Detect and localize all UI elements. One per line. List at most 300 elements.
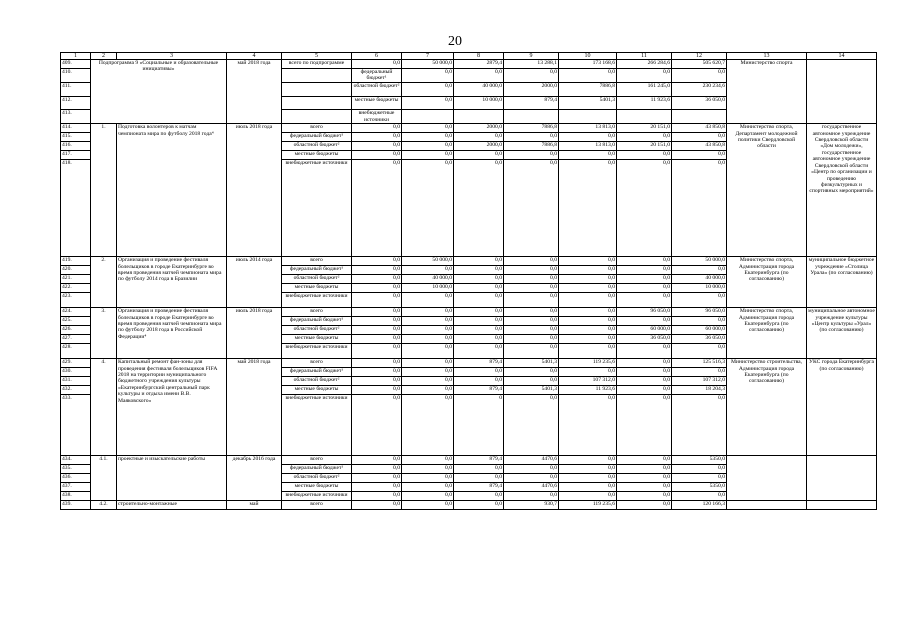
value-2013: 0,0 (352, 492, 402, 501)
table-row (61, 308, 877, 317)
row-number: 422. (61, 284, 91, 293)
value-total: 120 166,3 (672, 501, 727, 510)
funding-source: областной бюджет² (282, 275, 352, 284)
funding-source: местные бюджеты (282, 284, 352, 293)
value-2017: 0,0 (559, 160, 617, 257)
value-2018: 0,0 (617, 395, 672, 456)
value-2015: 0,0 (454, 317, 504, 326)
value-2015: 879,4 (454, 483, 504, 492)
value-2016: 0,0 (504, 266, 559, 275)
value-total: 5350,0 (672, 456, 727, 465)
table-row (61, 359, 877, 368)
row-number: 417. (61, 151, 91, 160)
participant: государственное автономное учреждение Свердловской области «Дом молодежи», государственное автономное учреждение Свердловской области «Центр по организации и проведению физкультурных и спортивных мероприятий» (807, 124, 877, 257)
value-2016: 0,0 (504, 465, 559, 474)
row-number: 416. (61, 142, 91, 151)
row-number: 433. (61, 395, 91, 456)
value-total: 0,0 (672, 266, 727, 275)
col-number: 10 (559, 53, 617, 60)
responsible-executor: Министерство спорта (727, 60, 807, 124)
value-2013: 0,0 (352, 257, 402, 266)
value-2014: 0,0 (402, 344, 454, 359)
value-2015: 0,0 (454, 266, 504, 275)
row-number: 436. (61, 474, 91, 483)
col-number: 12 (672, 53, 727, 60)
value-2018: 96 050,0 (617, 308, 672, 317)
row-number: 415. (61, 133, 91, 142)
value-2017: 0,0 (559, 293, 617, 308)
value-2015: 0,0 (454, 151, 504, 160)
value-2017 (617, 110, 672, 124)
value-2016: 0,0 (504, 395, 559, 456)
responsible-executor: Министерство спорта, Администрация города Екатеринбурга (по согласованию) (727, 308, 807, 359)
activity-name (282, 69, 352, 83)
value-2014: 0,0 (402, 293, 454, 308)
value-2017: 0,0 (559, 317, 617, 326)
value-2013: 0,0 (352, 317, 402, 326)
value-2018: 0,0 (617, 151, 672, 160)
value-2017: 0,0 (559, 133, 617, 142)
value-2016: 13 288,1 (504, 60, 559, 69)
value-2013: 0,0 (352, 266, 402, 275)
value-2015: 0,0 (454, 275, 504, 284)
value-2013: 0,0 (402, 69, 454, 83)
value-2013: 0,0 (352, 151, 402, 160)
value-2015: 0,0 (454, 284, 504, 293)
item-number: 1. (91, 124, 117, 257)
value-total: 505 620,7 (672, 60, 727, 69)
value-total: 40 000,0 (672, 275, 727, 284)
value-2016: 4470,6 (504, 456, 559, 465)
value-2014: 0,0 (402, 395, 454, 456)
value-2016: 0,0 (504, 474, 559, 483)
col-number: 4 (227, 53, 282, 60)
item-number: 4. (91, 359, 117, 456)
value-2014: 0,0 (402, 124, 454, 133)
table-row (61, 257, 877, 266)
activity-name (282, 96, 352, 110)
value-2018: 0,0 (617, 368, 672, 377)
funding-source: всего (282, 124, 352, 133)
activity-name: Организация и проведение фестиваля болельщиков в городе Екатеринбурге во время проведения матчей чемпионата мира по футболу 2018 года в Российской Федерации⁴ (117, 308, 227, 359)
value-2017: 0,0 (559, 275, 617, 284)
value-2013: 0,0 (402, 96, 454, 110)
value-2016: 7886,8 (504, 124, 559, 133)
value-2017: 0,0 (559, 257, 617, 266)
value-2015: 2000,0 (504, 82, 559, 96)
value-2017: 0,0 (559, 326, 617, 335)
value-2016: 0,0 (504, 257, 559, 266)
value-total: 125 516,3 (672, 359, 727, 368)
funding-source: местные бюджеты (282, 335, 352, 344)
value-2017: 0,0 (559, 492, 617, 501)
value-2017: 0,0 (559, 395, 617, 456)
value-2018: 0,0 (617, 284, 672, 293)
activity-name: Организация и проведение фестиваля болельщиков в городе Екатеринбурге во время проведения матчей чемпионата мира по футболу 2014 года в Бразилии (117, 257, 227, 308)
value-2016: 0,0 (504, 160, 559, 257)
row-number: 437. (61, 483, 91, 492)
value-2017: 11 923,6 (559, 386, 617, 395)
activity-name: Подготовка волонтеров к матчам чемпионата мира по футболу 2018 года⁴ (117, 124, 227, 257)
col-number: 6 (352, 53, 402, 60)
value-2013: 0,0 (352, 456, 402, 465)
value-total: 60 000,0 (672, 326, 727, 335)
value-2016: 0,0 (559, 69, 617, 83)
funding-source: местные бюджеты (282, 386, 352, 395)
row-number: 435. (61, 465, 91, 474)
participant: муниципальное бюджетное учреждение «Столица Урала» (по согласованию) (807, 257, 877, 308)
col-number: 14 (807, 53, 877, 60)
value-2014: 0,0 (454, 69, 504, 83)
value-2018: 0,0 (617, 465, 672, 474)
value-2016: 0,0 (504, 492, 559, 501)
value-2017: 11 923,6 (617, 96, 672, 110)
funding-source: внебюджетные источники (282, 395, 352, 456)
value-2015: 879,4 (454, 359, 504, 368)
value-2018: 0,0 (617, 492, 672, 501)
value-2015: 879,4 (454, 456, 504, 465)
value-2013: 0,0 (352, 284, 402, 293)
funding-source: местные бюджеты (282, 151, 352, 160)
value-2017: 0,0 (559, 344, 617, 359)
value-total: 18 204,3 (672, 386, 727, 395)
value-2018: 0,0 (617, 275, 672, 284)
value-2013: 0,0 (352, 293, 402, 308)
row-number: 428. (61, 344, 91, 359)
activity-name: проектные и изыскательские работы (117, 456, 227, 501)
value-2018: 230 234,6 (672, 82, 727, 96)
value-2014: 0,0 (402, 501, 454, 510)
row-number: 429. (61, 359, 91, 368)
value-2017: 0,0 (559, 465, 617, 474)
value-2015: 2000,0 (454, 142, 504, 151)
row-number: 414. (61, 124, 91, 133)
funding-source: федеральный бюджет¹ (282, 368, 352, 377)
col-number: 13 (727, 53, 807, 60)
row-number: 413. (61, 110, 91, 124)
value-2014: 0,0 (402, 474, 454, 483)
value-2015: 0,0 (454, 474, 504, 483)
value-2014: 0,0 (402, 308, 454, 317)
value-2015: 0,0 (454, 377, 504, 386)
value-2014: 50 000,0 (402, 257, 454, 266)
value-2017: 119 235,6 (559, 501, 617, 510)
value-2014: 0,0 (402, 142, 454, 151)
value-2015: 0,0 (454, 335, 504, 344)
value-total: 0,0 (672, 474, 727, 483)
funding-source: всего (282, 257, 352, 266)
value-2013: 0,0 (352, 142, 402, 151)
item-number: 2. (91, 257, 117, 308)
value-total: 0,0 (672, 368, 727, 377)
row-number: 424. (61, 308, 91, 317)
row-number: 411. (61, 82, 91, 96)
value-2018: 0,0 (617, 160, 672, 257)
value-2015: 879,4 (504, 96, 559, 110)
value-2015 (504, 110, 559, 124)
activity-name (282, 82, 352, 96)
value-2013: 0,0 (352, 160, 402, 257)
value-2016: 7886,8 (559, 82, 617, 96)
participant (807, 501, 877, 510)
value-2016: 0,0 (504, 133, 559, 142)
funding-source: федеральный бюджет¹ (282, 266, 352, 275)
value-2016: 7886,8 (504, 142, 559, 151)
value-2013: 0,0 (352, 474, 402, 483)
item-number: Подпрограмма 9 «Социальные и образовательные инициативы» (91, 60, 227, 124)
value-2015: 0,0 (454, 308, 504, 317)
value-2013: 0,0 (352, 386, 402, 395)
table-row (61, 501, 877, 510)
value-2014: 0,0 (402, 368, 454, 377)
value-2013: 0,0 (352, 483, 402, 492)
row-number: 418. (61, 160, 91, 257)
funding-source: внебюджетные источники (282, 293, 352, 308)
value-2014: 10 000,0 (402, 284, 454, 293)
funding-source: федеральный бюджет¹ (282, 465, 352, 474)
responsible-executor: Министерство спорта, Администрация города Екатеринбурга (по согласованию) (727, 257, 807, 308)
value-total: 5350,0 (672, 483, 727, 492)
value-2016: 0,0 (504, 344, 559, 359)
value-2016: 0,0 (504, 368, 559, 377)
row-number: 423. (61, 293, 91, 308)
value-2017: 0,0 (559, 284, 617, 293)
value-2016: 0,0 (504, 151, 559, 160)
value-2015: 2879,4 (454, 60, 504, 69)
value-2018: 60 000,0 (617, 326, 672, 335)
participant: УКС города Екатеринбурга (по согласованию) (807, 359, 877, 456)
value-2014: 0,0 (402, 465, 454, 474)
value-2014 (454, 110, 504, 124)
value-2014: 40 000,0 (454, 82, 504, 96)
value-2013: 0,0 (352, 368, 402, 377)
value-2016: 0,0 (504, 326, 559, 335)
value-2016: 0,0 (504, 308, 559, 317)
value-total: 0,0 (672, 293, 727, 308)
value-2016: 5401,3 (504, 359, 559, 368)
value-2017: 0,0 (559, 483, 617, 492)
value-2015: 0,0 (454, 326, 504, 335)
funding-source: всего по подпрограмме (282, 60, 352, 69)
value-total: 36 050,0 (672, 335, 727, 344)
value-2017: 0,0 (559, 456, 617, 465)
funding-source: внебюджетные источники (352, 110, 402, 124)
value-total: 0,0 (672, 492, 727, 501)
value-2013: 0,0 (352, 377, 402, 386)
funding-source: внебюджетные источники (282, 344, 352, 359)
value-2014: 0,0 (402, 492, 454, 501)
value-2018: 20 151,0 (617, 142, 672, 151)
value-2014: 10 000,0 (454, 96, 504, 110)
value-2017: 0,0 (559, 368, 617, 377)
value-total: 0,0 (672, 465, 727, 474)
value-2016: 0,0 (504, 293, 559, 308)
value-total: 0,0 (672, 133, 727, 142)
value-2017: 0,0 (559, 335, 617, 344)
column-number-row (61, 53, 877, 60)
value-2018: 0,0 (617, 257, 672, 266)
value-2017: 161 245,0 (617, 82, 672, 96)
col-number: 1 (61, 53, 91, 60)
value-total: 50 000,0 (672, 257, 727, 266)
row-number: 410. (61, 69, 91, 83)
value-2014: 0,0 (402, 317, 454, 326)
budget-table (60, 52, 877, 510)
row-number: 425. (61, 317, 91, 326)
value-2014: 0,0 (402, 483, 454, 492)
funding-source: областной бюджет² (352, 82, 402, 96)
value-2016: 5401,3 (504, 386, 559, 395)
value-total: 96 050,0 (672, 308, 727, 317)
value-2015: 0,0 (454, 293, 504, 308)
value-2018: 266 284,6 (617, 60, 672, 69)
value-2018: 36 050,0 (617, 335, 672, 344)
funding-source: областной бюджет² (282, 377, 352, 386)
table-row (61, 456, 877, 465)
deadline: май 2018 года (227, 359, 282, 456)
row-number: 421. (61, 275, 91, 284)
col-number: 2 (91, 53, 117, 60)
value-2014: 50 000,0 (402, 60, 454, 69)
funding-source: областной бюджет² (282, 474, 352, 483)
value-2015: 0,0 (454, 344, 504, 359)
value-2014: 0,0 (402, 386, 454, 395)
value-2014: 0,0 (402, 335, 454, 344)
funding-source: внебюджетные источники (282, 492, 352, 501)
deadline: май (227, 501, 282, 510)
value-2017: 0,0 (617, 69, 672, 83)
value-2014: 0,0 (402, 133, 454, 142)
value-2016: 0,0 (504, 335, 559, 344)
value-2014: 0,0 (402, 160, 454, 257)
value-2013: 0,0 (352, 344, 402, 359)
row-number: 427. (61, 335, 91, 344)
value-2018: 0,0 (617, 359, 672, 368)
funding-source: областной бюджет² (282, 326, 352, 335)
funding-source: всего (282, 308, 352, 317)
value-2018: 0,0 (617, 266, 672, 275)
value-total: 10 000,0 (672, 284, 727, 293)
funding-source: всего (282, 359, 352, 368)
value-2015: 0,0 (454, 501, 504, 510)
value-2014: 40 000,0 (402, 275, 454, 284)
activity-name: строительно-монтажные (117, 501, 227, 510)
table-row (61, 124, 877, 133)
value-2015: 0,0 (454, 492, 504, 501)
value-2018: 0,0 (617, 386, 672, 395)
value-2018: 0,0 (617, 293, 672, 308)
deadline: июль 2018 года (227, 124, 282, 257)
value-2015: 0 (454, 395, 504, 456)
col-number: 8 (454, 53, 504, 60)
item-number: 4.1. (91, 456, 117, 501)
table-body (61, 53, 877, 510)
funding-source: федеральный бюджет¹ (282, 133, 352, 142)
value-2015: 2000,0 (454, 124, 504, 133)
row-number: 438. (61, 492, 91, 501)
value-2018: 20 151,0 (617, 124, 672, 133)
value-total: 107 312,0 (672, 377, 727, 386)
value-2017: 0,0 (559, 308, 617, 317)
value-2014: 0,0 (402, 377, 454, 386)
value-2013: 0,0 (352, 395, 402, 456)
col-number: 7 (402, 53, 454, 60)
row-number: 426. (61, 326, 91, 335)
value-2014: 0,0 (402, 326, 454, 335)
value-2013: 0,0 (352, 60, 402, 69)
row-number: 432. (61, 386, 91, 395)
value-2017: 119 235,6 (559, 359, 617, 368)
value-2015: 0,0 (504, 69, 559, 83)
value-2015: 0,0 (454, 160, 504, 257)
value-2016: 0,0 (504, 275, 559, 284)
value-2018: 36 050,0 (672, 96, 727, 110)
value-2014: 0,0 (402, 266, 454, 275)
value-2013: 0,0 (402, 82, 454, 96)
value-2013: 0,0 (352, 335, 402, 344)
value-2017: 0,0 (559, 151, 617, 160)
value-2013: 0,0 (352, 359, 402, 368)
row-number: 431. (61, 377, 91, 386)
value-2013: 0,0 (352, 501, 402, 510)
row-number: 419. (61, 257, 91, 266)
funding-source: федеральный бюджет¹ (352, 69, 402, 83)
value-total: 0,0 (672, 395, 727, 456)
funding-source: всего (282, 501, 352, 510)
value-total: 43 850,8 (672, 142, 727, 151)
value-2013: 0,0 (352, 275, 402, 284)
value-2017: 107 312,0 (559, 377, 617, 386)
value-2015: 0,0 (454, 133, 504, 142)
item-number: 4.2. (91, 501, 117, 510)
page-number: 20 (448, 34, 462, 49)
value-2013: 0,0 (352, 308, 402, 317)
row-number: 409. (61, 60, 91, 69)
value-2016: 5401,3 (559, 96, 617, 110)
deadline: июль 2018 года (227, 308, 282, 359)
value-2017: 0,0 (559, 266, 617, 275)
deadline: май 2018 года (227, 60, 282, 124)
value-2017: 13 813,0 (559, 124, 617, 133)
responsible-executor: Министерство спорта, Департамент молодежной политики Свердловской области (727, 124, 807, 257)
deadline: июль 2014 года (227, 257, 282, 308)
value-2017: 13 813,0 (559, 142, 617, 151)
value-2018: 0,0 (617, 501, 672, 510)
value-2013: 0,0 (352, 465, 402, 474)
value-2015: 0,0 (454, 465, 504, 474)
value-2013: 0,0 (352, 326, 402, 335)
value-total: 43 850,8 (672, 124, 727, 133)
row-number: 412. (61, 96, 91, 110)
row-number: 430. (61, 368, 91, 377)
value-2017: 173 168,6 (559, 60, 617, 69)
col-number: 5 (282, 53, 352, 60)
value-total: 0,0 (672, 151, 727, 160)
col-number: 9 (504, 53, 559, 60)
funding-source: федеральный бюджет¹ (282, 317, 352, 326)
value-2018: 0,0 (617, 474, 672, 483)
value-2013: 0,0 (352, 124, 402, 133)
value-2014: 0,0 (402, 151, 454, 160)
participant (807, 456, 877, 501)
value-total: 0,0 (672, 317, 727, 326)
value-2016: 0,0 (504, 377, 559, 386)
item-number: 3. (91, 308, 117, 359)
participant: муниципальное автономное учреждение культуры «Центр культуры «Урал» (по согласованию) (807, 308, 877, 359)
activity-name (282, 110, 352, 124)
funding-source: областной бюджет² (282, 142, 352, 151)
col-number: 11 (617, 53, 672, 60)
